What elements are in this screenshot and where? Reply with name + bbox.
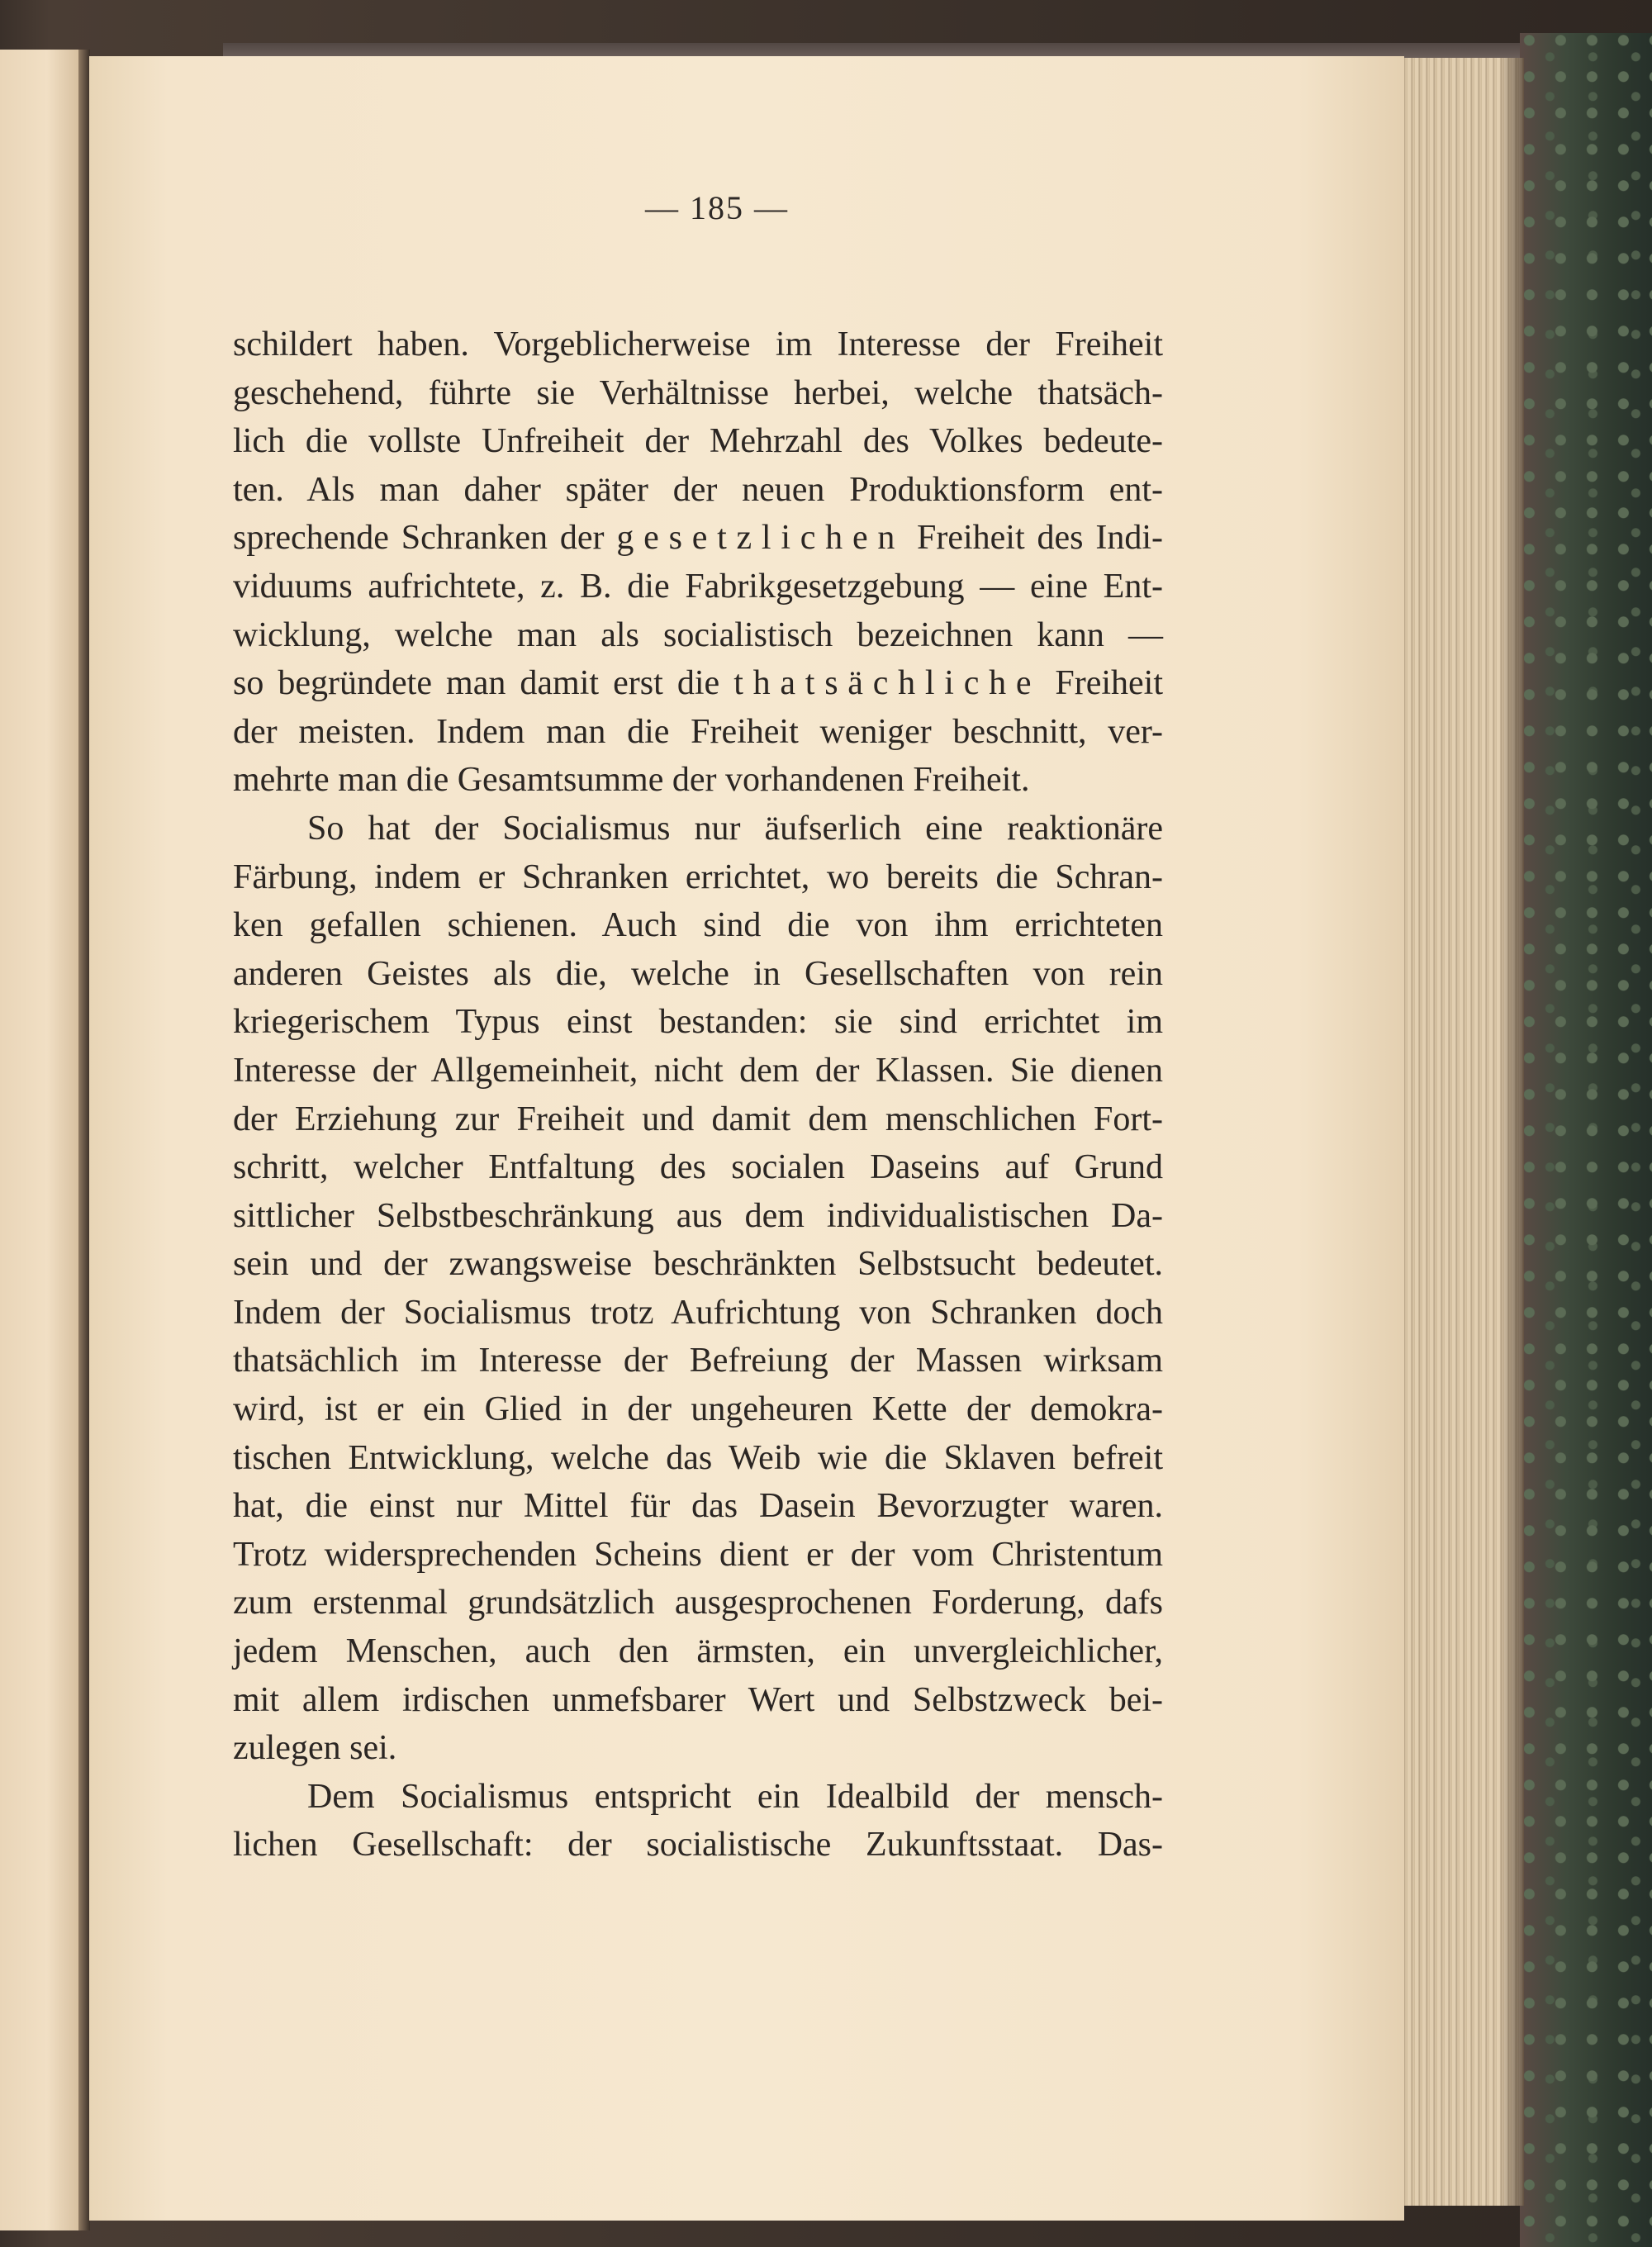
text-segment: zum erstenmal grundsätzlich ausgesprochenen Forderung, dafs [233, 1584, 1163, 1622]
text-segment: anderen Geistes als die, welche in Gesellschaften von rein [233, 954, 1163, 993]
text-segment: schildert haben. Vorgeblicherweise im Interesse der Freiheit [233, 325, 1163, 363]
text-line [233, 1240, 1163, 1289]
text-segment: der meisten. Indem man die Freiheit weniger beschnitt, ver- [233, 712, 1163, 751]
page-stack-fore-edge [1400, 58, 1524, 2206]
text-segment: Dem Socialismus entspricht ein Idealbild der mensch- [307, 1777, 1163, 1816]
text-segment: schritt, welcher Entfaltung des socialen Daseins auf Grund [233, 1148, 1163, 1187]
text-line [233, 998, 1163, 1047]
text-segment: So hat der Socialismus nur äufserlich eine reaktionäre [307, 809, 1163, 848]
text-segment: geschehend, führte sie Verhältnisse herbei, welche thatsäch- [233, 373, 1163, 412]
text-segment: mehrte man die Gesamtsumme der vorhandenen Freiheit. [233, 761, 1030, 800]
text-line [233, 1579, 1163, 1627]
text-segment: sittlicher Selbstbeschränkung aus dem individualistischen Da- [233, 1196, 1163, 1235]
text-line [233, 853, 1163, 902]
text-line [233, 1482, 1163, 1531]
text-line [233, 1337, 1163, 1385]
text-line [233, 1095, 1163, 1144]
text-line [233, 563, 1163, 611]
text-line [233, 708, 1163, 757]
text-line [233, 611, 1163, 660]
text-line [233, 901, 1163, 950]
text-line [233, 1821, 1163, 1869]
binding-gutter [78, 50, 90, 2230]
text-segment: sein und der zwangsweise beschränkten Selbstsucht bedeutet. [233, 1245, 1163, 1284]
emphasized-text: thatsächliche [733, 664, 1042, 703]
text-segment: so begründete man damit erst die [233, 664, 734, 703]
text-line [233, 1773, 1163, 1822]
text-line [233, 466, 1163, 515]
text-segment: ken gefallen schienen. Auch sind die von ihm errichteten [233, 906, 1163, 945]
text-segment: mit allem irdischen unmefsbarer Wert und Selbstzweck bei- [233, 1680, 1163, 1719]
text-segment: Färbung, indem er Schranken errichtet, wo bereits die Schran- [233, 857, 1163, 896]
text-segment: wicklung, welche man als socialistisch bezeichnen kann — [233, 615, 1163, 654]
text-segment: sprechende Schranken der [233, 519, 617, 558]
text-line [233, 321, 1163, 369]
text-line [233, 369, 1163, 418]
text-segment: wird, ist er ein Glied in der ungeheuren Kette der demokra- [233, 1390, 1163, 1429]
text-segment: lichen Gesellschaft: der socialistische Zukunftsstaat. Das- [233, 1826, 1163, 1865]
text-line [233, 1434, 1163, 1483]
text-segment: tischen Entwicklung, welche das Weib wie die Sklaven befreit [233, 1438, 1163, 1477]
text-line [233, 417, 1163, 466]
text-segment: kriegerischem Typus einst bestanden: sie sind errichtet im [233, 1003, 1163, 1042]
text-line [233, 1531, 1163, 1580]
text-segment: lich die vollste Unfreiheit der Mehrzahl des Volkes bedeute- [233, 422, 1163, 461]
text-line [233, 1724, 1163, 1773]
text-line [233, 1289, 1163, 1337]
text-segment: Freiheit [1041, 664, 1163, 703]
emphasized-text: gesetzlichen [616, 519, 905, 558]
text-line [233, 756, 1163, 805]
text-segment: der Erziehung zur Freiheit und damit dem menschlichen Fort- [233, 1100, 1163, 1138]
text-segment: viduums aufrichtete, z. B. die Fabrikgesetzgebung — eine Ent- [233, 567, 1163, 606]
text-line [233, 1143, 1163, 1192]
text-line [233, 1047, 1163, 1095]
text-segment: hat, die einst nur Mittel für das Dasein Bevorzugter waren. [233, 1487, 1163, 1526]
text-line [233, 514, 1163, 563]
text-line [233, 950, 1163, 999]
text-line [233, 805, 1163, 853]
text-segment: Interesse der Allgemeinheit, nicht dem der Klassen. Sie dienen [233, 1051, 1163, 1090]
text-line [233, 1676, 1163, 1725]
book-cover-right [1520, 33, 1652, 2247]
body-text [233, 321, 1163, 1869]
text-segment: thatsächlich im Interesse der Befreiung der Massen wirksam [233, 1342, 1163, 1380]
text-line [233, 1385, 1163, 1434]
text-line [233, 659, 1163, 708]
text-line [233, 1192, 1163, 1241]
text-segment: jedem Menschen, auch den ärmsten, ein unvergleichlicher, [233, 1632, 1163, 1671]
page-number: — 185 — [645, 189, 789, 226]
text-segment: zulegen sei. [233, 1729, 397, 1768]
text-line [233, 1627, 1163, 1676]
text-segment: Trotz widersprechenden Scheins dient er der vom Christentum [233, 1535, 1163, 1574]
previous-page-edge [0, 50, 78, 2230]
text-segment: Indem der Socialismus trotz Aufrichtung von Schranken doch [233, 1293, 1163, 1332]
text-segment: Freiheit des Indi- [904, 519, 1163, 558]
text-segment: ten. Als man daher später der neuen Produktionsform ent- [233, 470, 1163, 509]
